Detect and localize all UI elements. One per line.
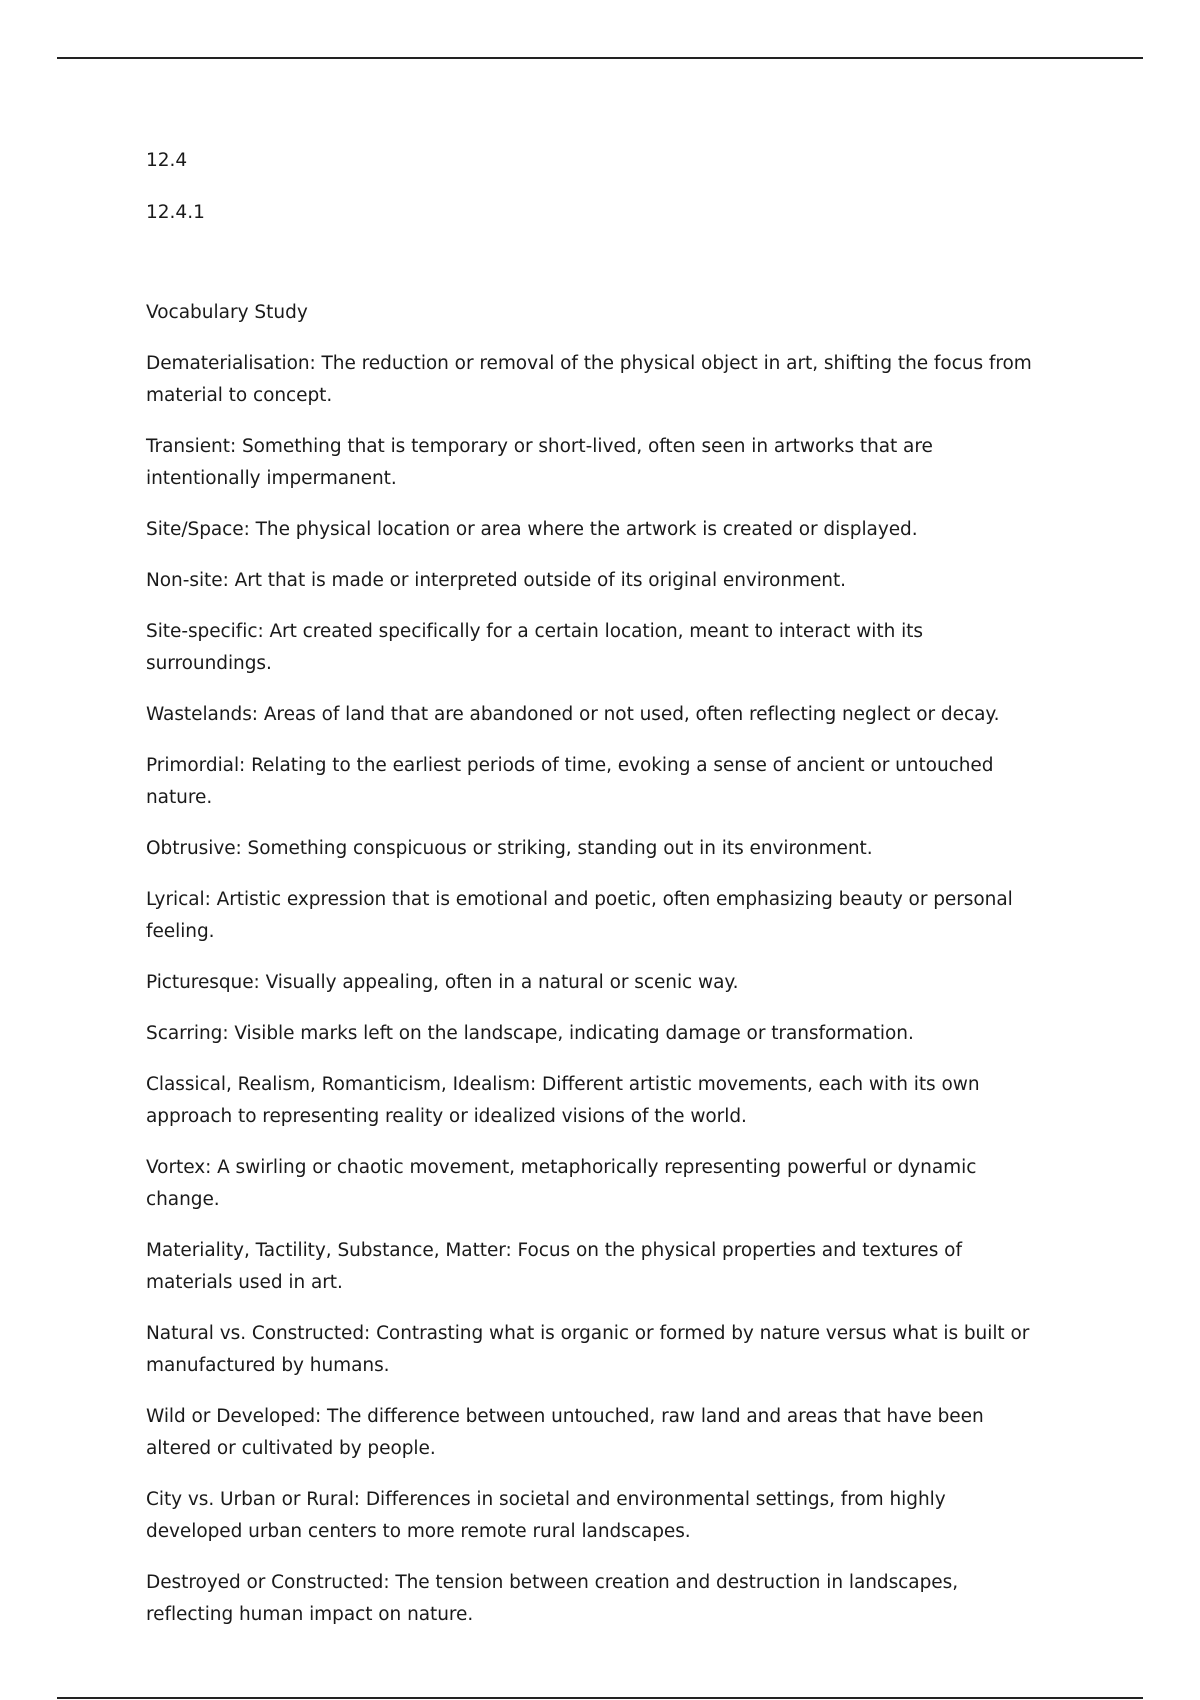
top-rule: [57, 57, 1143, 59]
vocab-entry-wild-or-developed: Wild or Developed: The difference between untouched, raw land and areas that have been altered or cultivated by people.: [146, 1406, 984, 1459]
vocab-entry-obtrusive: Obtrusive: Something conspicuous or striking, standing out in its environment.: [146, 838, 873, 859]
section-number: 12.4: [146, 150, 188, 171]
vocab-entry-scarring: Scarring: Visible marks left on the landscape, indicating damage or transformation.: [146, 1023, 914, 1044]
vocab-entry-site-space: Site/Space: The physical location or area where the artwork is created or displayed.: [146, 519, 918, 540]
vocab-entry-site-specific: Site-specific: Art created specifically for a certain location, meant to interact with its surroundings.: [146, 621, 923, 674]
vocab-entry-lyrical: Lyrical: Artistic expression that is emotional and poetic, often emphasizing beauty or personal feeling.: [146, 889, 1013, 942]
subsection-number: 12.4.1: [146, 202, 205, 223]
vocab-entry-materiality: Materiality, Tactility, Substance, Matter: Focus on the physical properties and textures of materials used in art.: [146, 1240, 962, 1293]
vocab-entry-non-site: Non-site: Art that is made or interpreted outside of its original environment.: [146, 570, 846, 591]
vocab-entry-dematerialisation: Dematerialisation: The reduction or removal of the physical object in art, shifting the focus from material to concept.: [146, 353, 1032, 406]
vocab-entry-destroyed-or-constructed: Destroyed or Constructed: The tension between creation and destruction in landscapes, reflecting human impact on nature.: [146, 1572, 959, 1625]
vocab-entry-classical-realism: Classical, Realism, Romanticism, Idealism: Different artistic movements, each with its own approach to representing reality or idealized visions of the world.: [146, 1074, 980, 1127]
vocab-entry-wastelands: Wastelands: Areas of land that are abandoned or not used, often reflecting neglect or decay.: [146, 704, 1000, 725]
vocab-entry-primordial: Primordial: Relating to the earliest periods of time, evoking a sense of ancient or untouched nature.: [146, 755, 994, 808]
bottom-rule: [57, 1697, 1143, 1699]
vocab-entry-transient: Transient: Something that is temporary or short-lived, often seen in artworks that are intentionally impermanent.: [146, 436, 933, 489]
vocab-entry-picturesque: Picturesque: Visually appealing, often in a natural or scenic way.: [146, 972, 739, 993]
vocab-entry-vortex: Vortex: A swirling or chaotic movement, metaphorically representing powerful or dynamic change.: [146, 1157, 977, 1210]
vocab-entry-natural-vs-constructed: Natural vs. Constructed: Contrasting what is organic or formed by nature versus what is built or manufactured by humans.: [146, 1323, 1030, 1376]
vocab-entry-city-vs-urban: City vs. Urban or Rural: Differences in societal and environmental settings, from highly developed urban centers to more remote rural landscapes.: [146, 1489, 946, 1542]
section-title: Vocabulary Study: [146, 302, 308, 323]
document-body: [146, 145, 1046, 1650]
